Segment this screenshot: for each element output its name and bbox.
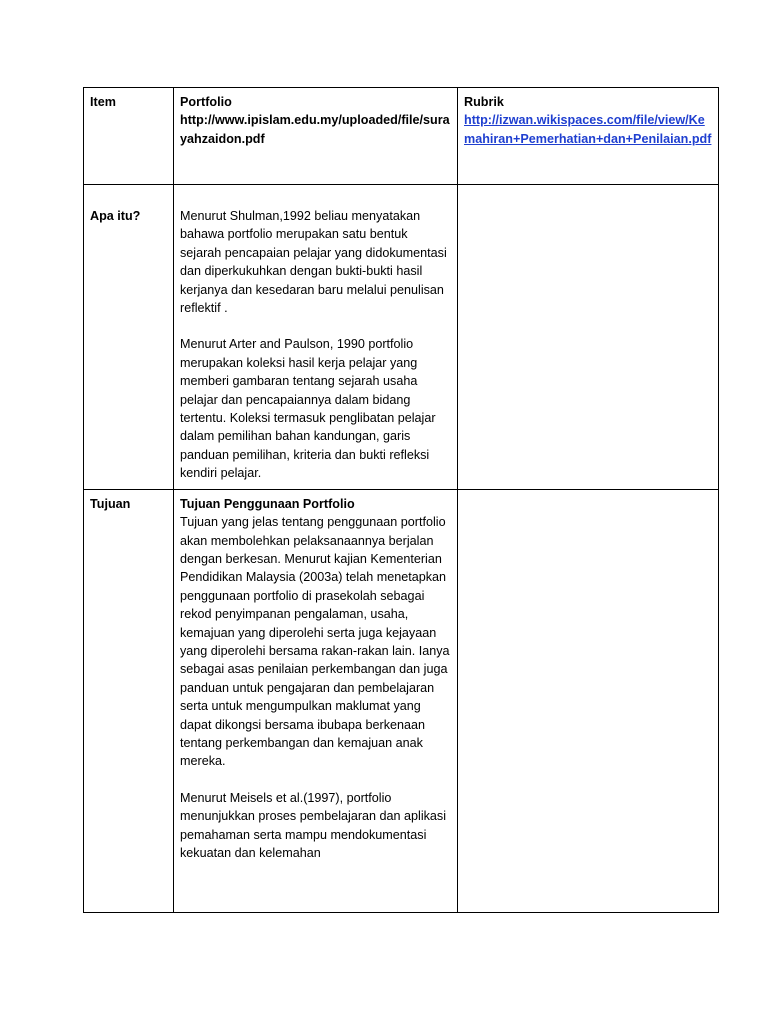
row-portfolio-cell — [174, 185, 458, 490]
row-item-label: Tujuan — [90, 496, 131, 511]
table-row-apa-itu — [84, 185, 719, 490]
portfolio-source-url: http://www.ipislam.edu.my/uploaded/file/surayahzaidon.pdf — [180, 113, 450, 146]
header-cell-item — [84, 88, 174, 185]
row-portfolio-cell — [174, 489, 458, 912]
paragraph-arter-paulson: Menurut Arter and Paulson, 1990 portfolio merupakan koleksi hasil kerja pelajar yang memberi gambaran tentang sejarah usaha pelajar dan pencapaiannya dalam bidang tertentu. Koleksi termasuk penglibatan pelajar dalam pemilihan bahan kandungan, garis panduan pemilihan, kriteria dan bukti refleksi kendiri pelajar. — [180, 337, 436, 481]
header-item-label: Item — [90, 95, 116, 109]
row-rubrik-cell — [458, 185, 719, 490]
paragraph-meisels: Menurut Meisels et al.(1997), portfolio menunjukkan proses pembelajaran dan aplikasi pemahaman serta mampu mendokumentasi kekuatan dan kelemahan — [180, 790, 447, 860]
comparison-table — [83, 87, 719, 913]
row-rubrik-cell — [458, 489, 719, 912]
header-cell-rubrik — [458, 88, 719, 185]
header-rubrik-title: Rubrik — [464, 95, 504, 109]
row-item-cell — [84, 489, 174, 912]
header-row — [84, 88, 719, 185]
header-portfolio-title: Portfolio — [180, 95, 232, 109]
paragraph-shulman: Menurut Shulman,1992 beliau menyatakan bahawa portfolio merupakan satu bentuk sejarah pencapaian pelajar yang didokumentasi dan diperkukuhkan dengan bukti-bukti hasil kerjanya dan kesedaran baru melalui penulisan reflektif . — [180, 209, 447, 316]
row-item-label: Apa itu? — [90, 209, 141, 223]
row-item-cell — [84, 185, 174, 490]
paragraph-tujuan: Tujuan yang jelas tentang penggunaan portfolio akan membolehkan pelaksanaannya berjalan dengan berkesan. Menurut kajian Kementerian Pendidikan Malaysia (2003a) telah menetapkan penggunaan portfolio di prasekolah sebagai rekod penyimpanan pengalaman, usaha, kemajuan yang diperolehi serta juga kejayaan yang diperolehi bersama rakan-rakan lain. Ianya sebagai asas penilaian perkembangan dan juga panduan untuk pengajaran dan pembelajaran serta untuk mengumpulkan maklumat yang dapat dikongsi bersama ibubapa berkenaan tentang perkembangan dan kemajuan anak mereka. — [180, 515, 450, 769]
rubrik-source-link[interactable]: http://izwan.wikispaces.com/file/view/Kemahiran+Pemerhatian+dan+Penilaian.pdf — [464, 113, 712, 146]
table-row-tujuan — [84, 489, 719, 912]
section-heading: Tujuan Penggunaan Portfolio — [180, 496, 355, 511]
header-cell-portfolio — [174, 88, 458, 185]
